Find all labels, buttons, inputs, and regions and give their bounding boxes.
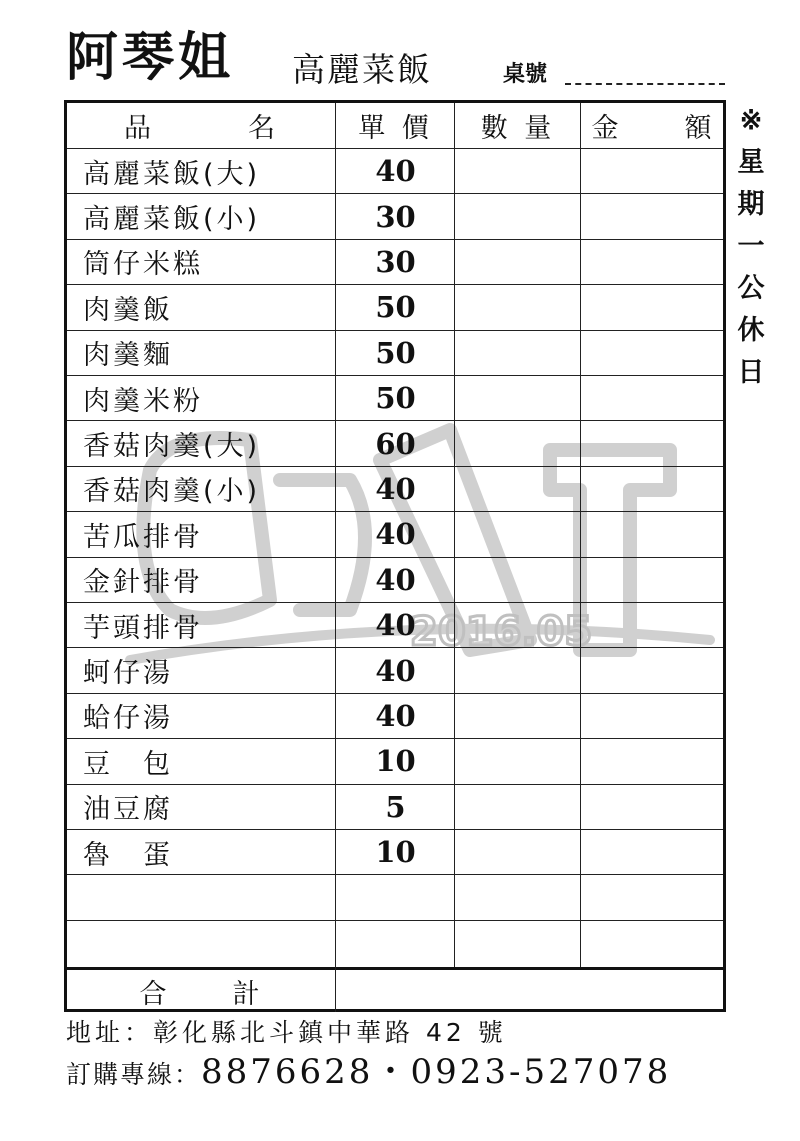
menu-item-row (67, 921, 723, 966)
item-quantity-field[interactable] (455, 603, 581, 647)
table-number-label: 桌號 (503, 62, 548, 87)
item-name: 豆 包 (83, 748, 173, 780)
item-quantity-field[interactable] (455, 512, 581, 556)
item-amount-field[interactable] (581, 149, 726, 193)
item-price: 40 (375, 698, 416, 733)
item-price: 40 (375, 653, 416, 688)
item-amount-field[interactable] (581, 331, 726, 375)
item-name: 蛤仔湯 (83, 703, 173, 735)
table-number-field[interactable] (565, 83, 725, 85)
item-price: 40 (375, 471, 416, 506)
note-char: 期 (737, 189, 765, 220)
menu-item-row (67, 421, 723, 466)
item-amount-field[interactable] (581, 376, 726, 420)
item-quantity-field[interactable] (455, 830, 581, 874)
item-price (336, 875, 455, 919)
item-quantity-field[interactable] (455, 875, 581, 919)
item-quantity-field[interactable] (455, 648, 581, 692)
item-quantity-field[interactable] (455, 694, 581, 738)
column-divider (580, 103, 581, 967)
item-amount-field[interactable] (581, 739, 726, 783)
note-char: 一 (737, 231, 765, 262)
menu-item-row (67, 467, 723, 512)
item-amount-field[interactable] (581, 467, 726, 511)
menu-item-row (67, 603, 723, 648)
menu-item-row (67, 331, 723, 376)
item-name (67, 875, 336, 919)
item-amount-field[interactable] (581, 875, 726, 919)
item-price: 40 (375, 562, 416, 597)
item-quantity-field[interactable] (455, 376, 581, 420)
column-divider (454, 103, 455, 967)
menu-order-table (64, 100, 726, 1012)
item-price: 40 (375, 608, 416, 643)
menu-item-row (67, 376, 723, 421)
note-char: 日 (737, 357, 765, 388)
menu-item-row (67, 785, 723, 830)
item-amount-field[interactable] (581, 921, 726, 966)
column-header-price: 單 價 (358, 113, 433, 144)
item-quantity-field[interactable] (455, 285, 581, 329)
item-amount-field[interactable] (581, 603, 726, 647)
item-quantity-field[interactable] (455, 739, 581, 783)
item-price: 40 (375, 517, 416, 552)
item-name: 高麗菜飯(小) (83, 204, 261, 236)
item-quantity-field[interactable] (455, 194, 581, 238)
item-quantity-field[interactable] (455, 921, 581, 966)
item-price: 10 (375, 835, 416, 870)
menu-item-row (67, 648, 723, 693)
item-price: 30 (375, 244, 416, 279)
menu-item-row (67, 512, 723, 557)
menu-item-row (67, 739, 723, 784)
item-amount-field[interactable] (581, 694, 726, 738)
item-quantity-field[interactable] (455, 149, 581, 193)
item-price: 5 (385, 789, 406, 824)
menu-item-row (67, 830, 723, 875)
item-name: 筒仔米糕 (83, 249, 203, 281)
order-hotline (66, 1052, 671, 1095)
item-quantity-field[interactable] (455, 467, 581, 511)
menu-item-row (67, 194, 723, 239)
column-header-amount: 金 額 (591, 113, 716, 144)
item-price: 60 (375, 426, 416, 461)
total-row (67, 967, 723, 1012)
item-name: 香菇肉羹(小) (83, 476, 261, 508)
item-price (336, 921, 455, 966)
item-price: 50 (375, 381, 416, 416)
item-name: 蚵仔湯 (83, 658, 173, 690)
menu-item-row (67, 149, 723, 194)
total-label: 合 計 (139, 978, 264, 1010)
item-name: 肉羹飯 (83, 294, 173, 326)
item-amount-field[interactable] (581, 785, 726, 829)
item-name: 魯 蛋 (83, 839, 173, 871)
item-quantity-field[interactable] (455, 558, 581, 602)
phone-numbers: 8876628・0923-527078 (201, 1052, 672, 1092)
item-price: 50 (375, 335, 416, 370)
column-header-quantity: 數 量 (480, 113, 556, 144)
note-char: 公 (737, 273, 765, 304)
table-header-row (67, 103, 723, 149)
item-quantity-field[interactable] (455, 785, 581, 829)
item-name: 香菇肉羹(大) (83, 431, 261, 463)
column-divider (335, 103, 336, 1012)
menu-item-row (67, 240, 723, 285)
item-amount-field[interactable] (581, 830, 726, 874)
item-amount-field[interactable] (581, 558, 726, 602)
menu-item-row (67, 285, 723, 330)
item-name: 金針排骨 (83, 567, 203, 599)
item-price: 40 (375, 154, 416, 189)
item-name: 苦瓜排骨 (83, 521, 203, 553)
item-name (67, 921, 336, 966)
item-amount-field[interactable] (581, 512, 726, 556)
item-name: 芋頭排骨 (83, 612, 203, 644)
note-char: 休 (737, 315, 765, 346)
closed-monday-note (736, 100, 766, 394)
item-amount-field[interactable] (581, 648, 726, 692)
item-quantity-field[interactable] (455, 331, 581, 375)
item-amount-field[interactable] (581, 421, 726, 465)
item-amount-field[interactable] (581, 194, 726, 238)
item-price: 50 (375, 290, 416, 325)
phone-label: 訂購專線： (66, 1060, 202, 1089)
brand-name: 阿琴姐 (66, 27, 235, 88)
item-price: 30 (375, 199, 416, 234)
item-amount-field[interactable] (581, 285, 726, 329)
item-name: 高麗菜飯(大) (83, 158, 261, 190)
shop-subtitle: 高麗菜飯 (292, 50, 432, 89)
item-name: 肉羹米粉 (83, 385, 203, 417)
item-quantity-field[interactable] (455, 240, 581, 284)
column-header-name: 品 名 (124, 113, 279, 144)
menu-item-row (67, 875, 723, 920)
item-amount-field[interactable] (581, 240, 726, 284)
menu-item-row (67, 694, 723, 739)
svg-text:2016.05: 2016.05 (410, 609, 593, 655)
item-price: 10 (375, 744, 416, 779)
total-amount-field[interactable] (336, 970, 726, 1012)
item-name: 肉羹麵 (83, 340, 173, 372)
item-name: 油豆腐 (83, 794, 173, 826)
shop-address: 地址：彰化縣北斗鎮中華路 42 號 (66, 1018, 507, 1047)
menu-item-row (67, 558, 723, 603)
note-char: 星 (737, 147, 765, 178)
note-mark: ※ (739, 105, 763, 136)
item-quantity-field[interactable] (455, 421, 581, 465)
